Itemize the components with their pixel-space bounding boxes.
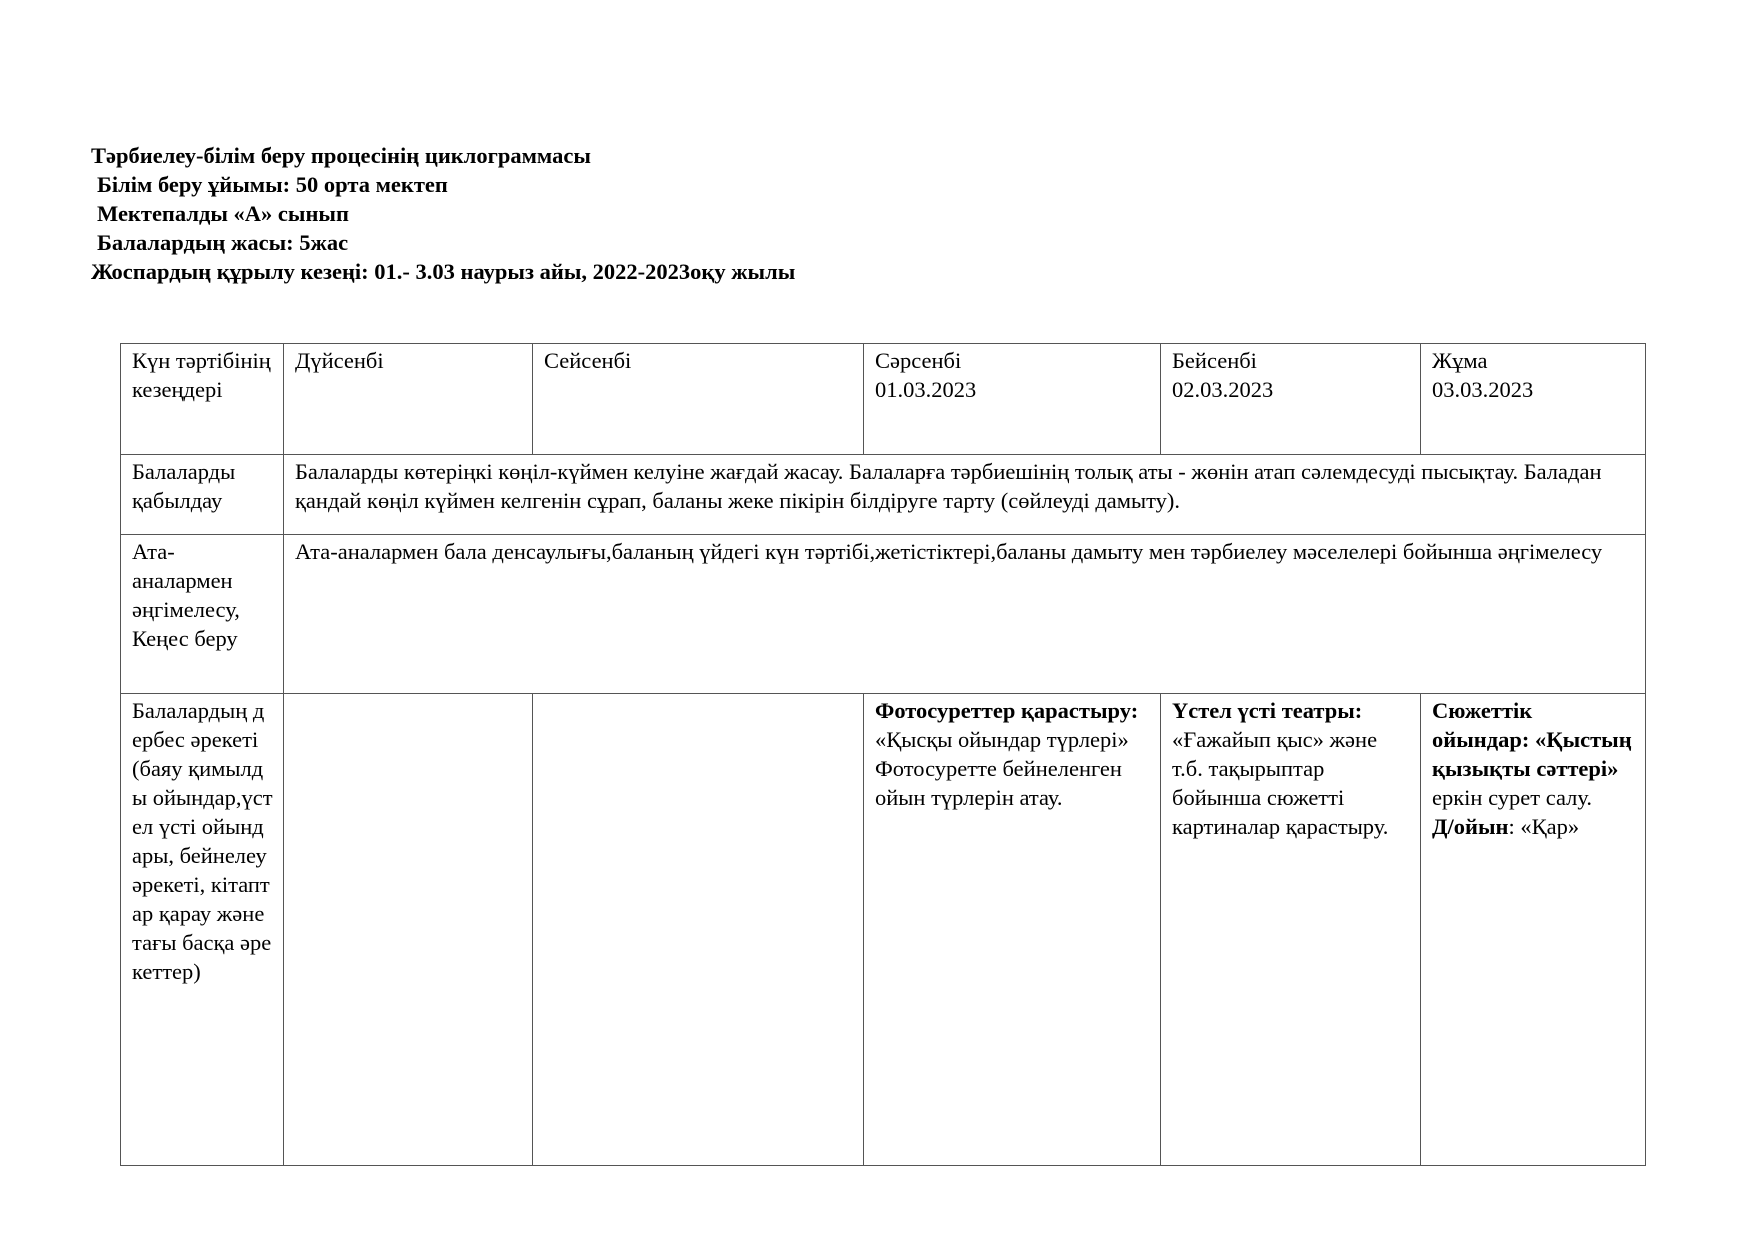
document-header <box>91 141 795 286</box>
activity-friday-cell <box>1421 694 1646 1166</box>
day-header-thursday: Бейсенбі 02.03.2023 <box>1161 344 1421 455</box>
activity-wednesday-text: «Қысқы ойындар түрлері» Фотосуретте бейнеленген ойын түрлерін атау. <box>875 727 1129 810</box>
stage-header-cell: Күн тәртібінің кезеңдері <box>121 344 284 455</box>
parents-text-cell: Ата-аналармен бала денсаулығы,баланың үйдегі күн тәртібі,жетістіктері,баланы дамыту мен тәрбиелеу мәселелері бойынша әңгімелесу <box>284 535 1646 694</box>
activity-label-cell: Балалардың дербес әрекеті (баяу қимылды ойындар,үстел үсті ойындары, бейнелеу әрекеті, кітаптар қарау және тағы басқа әрекеттер) <box>121 694 284 1166</box>
activity-monday-cell <box>284 694 533 1166</box>
day-header-tuesday: Сейсенбі <box>533 344 864 455</box>
organization-line: Білім беру ұйымы: 50 орта мектеп <box>97 172 448 197</box>
period-line: Жоспардың құрылу кезеңі: 01.- 3.03 наурыз айы, 2022-2023оқу жылы <box>91 259 796 284</box>
activity-thursday-heading: Үстел үсті театры: <box>1172 698 1363 723</box>
parents-row <box>121 535 1646 694</box>
table-header-row <box>121 344 1646 455</box>
day-header-wednesday: Сәрсенбі 01.03.2023 <box>864 344 1161 455</box>
activity-thursday-cell <box>1161 694 1421 1166</box>
age-line: Балалардың жасы: 5жас <box>97 230 349 255</box>
document-title: Тәрбиелеу-білім беру процесінің циклограммасы <box>91 143 591 168</box>
activity-friday-text: еркін сурет салу. <box>1432 785 1593 810</box>
day-header-friday: Жұма 03.03.2023 <box>1421 344 1646 455</box>
cyclogram-table <box>120 343 1646 1166</box>
parents-label-cell: Ата-аналармен әңгімелесу, Кеңес беру <box>121 535 284 694</box>
activity-friday-game-heading: Д/ойын <box>1432 814 1509 839</box>
activity-friday-heading: Сюжеттік ойындар: «Қыстың қызықты сәттері» <box>1432 698 1632 781</box>
activity-thursday-text: «Ғажайып қыс» және т.б. тақырыптар бойынша сюжетті картиналар қарастыру. <box>1172 727 1389 839</box>
activity-friday-game-text: : «Қар» <box>1508 814 1580 839</box>
group-line: Мектепалды «А» сынып <box>97 201 349 226</box>
day-header-monday: Дүйсенбі <box>284 344 533 455</box>
reception-text-cell: Балаларды көтеріңкі көңіл-күймен келуіне жағдай жасау. Балаларға тәрбиешінің толық аты - жөнін атап сәлемдесуді пысықтау. Баладан қандай көңіл күймен келгенін сұрап, баланы жеке пікірін білдіруге тарту (сөйлеуді дамыту). <box>284 455 1646 535</box>
activity-row <box>121 694 1646 1166</box>
reception-label-cell: Балаларды қабылдау <box>121 455 284 535</box>
reception-row <box>121 455 1646 535</box>
activity-wednesday-heading: Фотосуреттер қарастыру: <box>875 698 1139 723</box>
activity-tuesday-cell <box>533 694 864 1166</box>
activity-wednesday-cell <box>864 694 1161 1166</box>
